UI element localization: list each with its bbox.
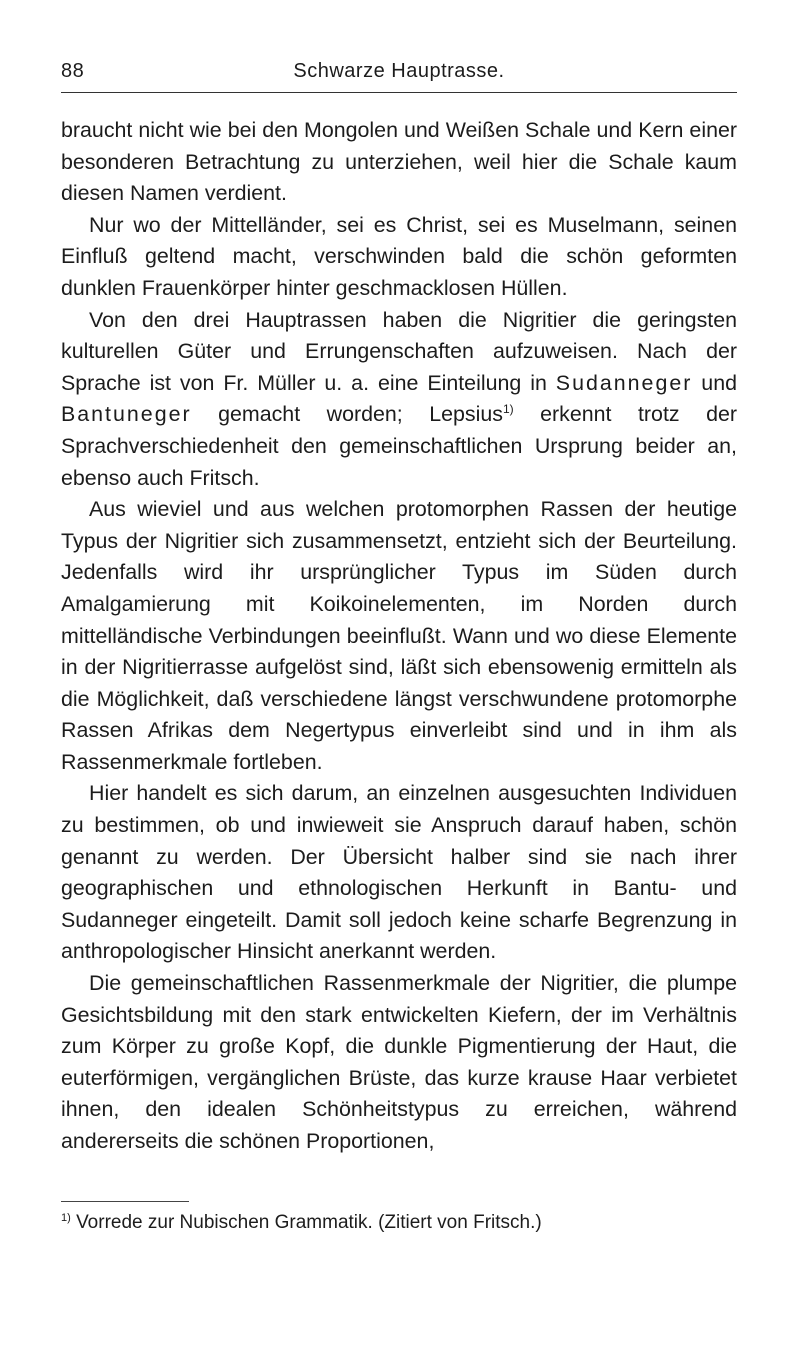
footnote-text: Vorrede zur Nubischen Grammatik. (Zitiert von Fritsch.) — [76, 1212, 542, 1233]
body-text — [61, 115, 737, 1158]
paragraph-3-text-a: Von den drei Hauptrassen haben die Nigritier die geringsten kulturellen Güter und Errungenschaften aufzuweisen. Nach der Sprache ist von Fr. Müller u. a. eine Einteilung in — [61, 307, 737, 395]
running-title: Schwarze Hauptrasse. — [293, 60, 505, 82]
paragraph-3-text-c: gemacht worden; Lepsius — [191, 402, 503, 427]
paragraph-5: Hier handelt es sich darum, an einzelnen ausgesuchten Individuen zu bestimmen, ob und inwieweit sie Anspruch darauf haben, schön genannt zu werden. Der Übersicht halber sind sie nach ihrer geographischen und ethnologischen Herkunft in Bantu- und Sudanneger eingeteilt. Damit soll jedoch keine scharfe Begrenzung in anthropologischer Hinsicht anerkannt werden. — [61, 781, 737, 964]
term-bantuneger: Bantuneger — [61, 402, 192, 427]
footnote-reference: 1) — [502, 402, 514, 417]
page-header — [61, 52, 737, 93]
paragraph-3-text-d: erkennt trotz der Sprachverschiedenheit den gemeinschaftlichen Ursprung beider an, ebenso auch Fritsch. — [61, 402, 737, 490]
footnote — [61, 1210, 737, 1236]
page-number: 88 — [61, 60, 85, 82]
term-sudanneger: Sudanneger — [555, 370, 693, 395]
paragraph-4: Aus wieviel und aus welchen protomorphen Rassen der heutige Typus der Nigritier sich zusammensetzt, entzieht sich der Beurteilung. Jedenfalls wird ihr ursprünglicher Typus im Süden durch Amalgamierung mit Koikoinelementen, im Norden durch mittelländische Verbindungen beeinflußt. Wann und wo diese Elemente in der Nigritierrasse aufgelöst sind, läßt sich ebensowenig ermitteln als die Möglichkeit, daß verschiedene längst verschwundene protomorphe Rassen Afrikas dem Negertypus einverleibt sind und in ihm als Rassenmerkmale fortleben. — [61, 497, 737, 774]
paragraph-3-text-b: und — [692, 370, 737, 395]
paragraph-2: Nur wo der Mittelländer, sei es Christ, sei es Muselmann, seinen Einfluß geltend macht, verschwinden bald die schön geformten dunklen Frauenkörper hinter geschmacklosen Hüllen. — [61, 212, 737, 300]
paragraph-1: braucht nicht wie bei den Mongolen und Weißen Schale und Kern einer besonderen Betrachtung zu unterziehen, weil hier die Schale kaum diesen Namen verdient. — [61, 118, 737, 206]
footnote-marker: 1) — [61, 1212, 71, 1224]
paragraph-3 — [61, 305, 737, 495]
paragraph-6: Die gemeinschaftlichen Rassenmerkmale der Nigritier, die plumpe Gesichtsbildung mit den stark entwickelten Kiefern, der im Verhältnis zum Körper zu große Kopf, die dunkle Pigmentierung der Haut, die euterförmigen, vergänglichen Brüste, das kurze krause Haar verbietet ihnen, den idealen Schönheitstypus zu erreichen, während andererseits die schönen Proportionen, — [61, 971, 737, 1153]
footnote-divider — [61, 1201, 189, 1202]
